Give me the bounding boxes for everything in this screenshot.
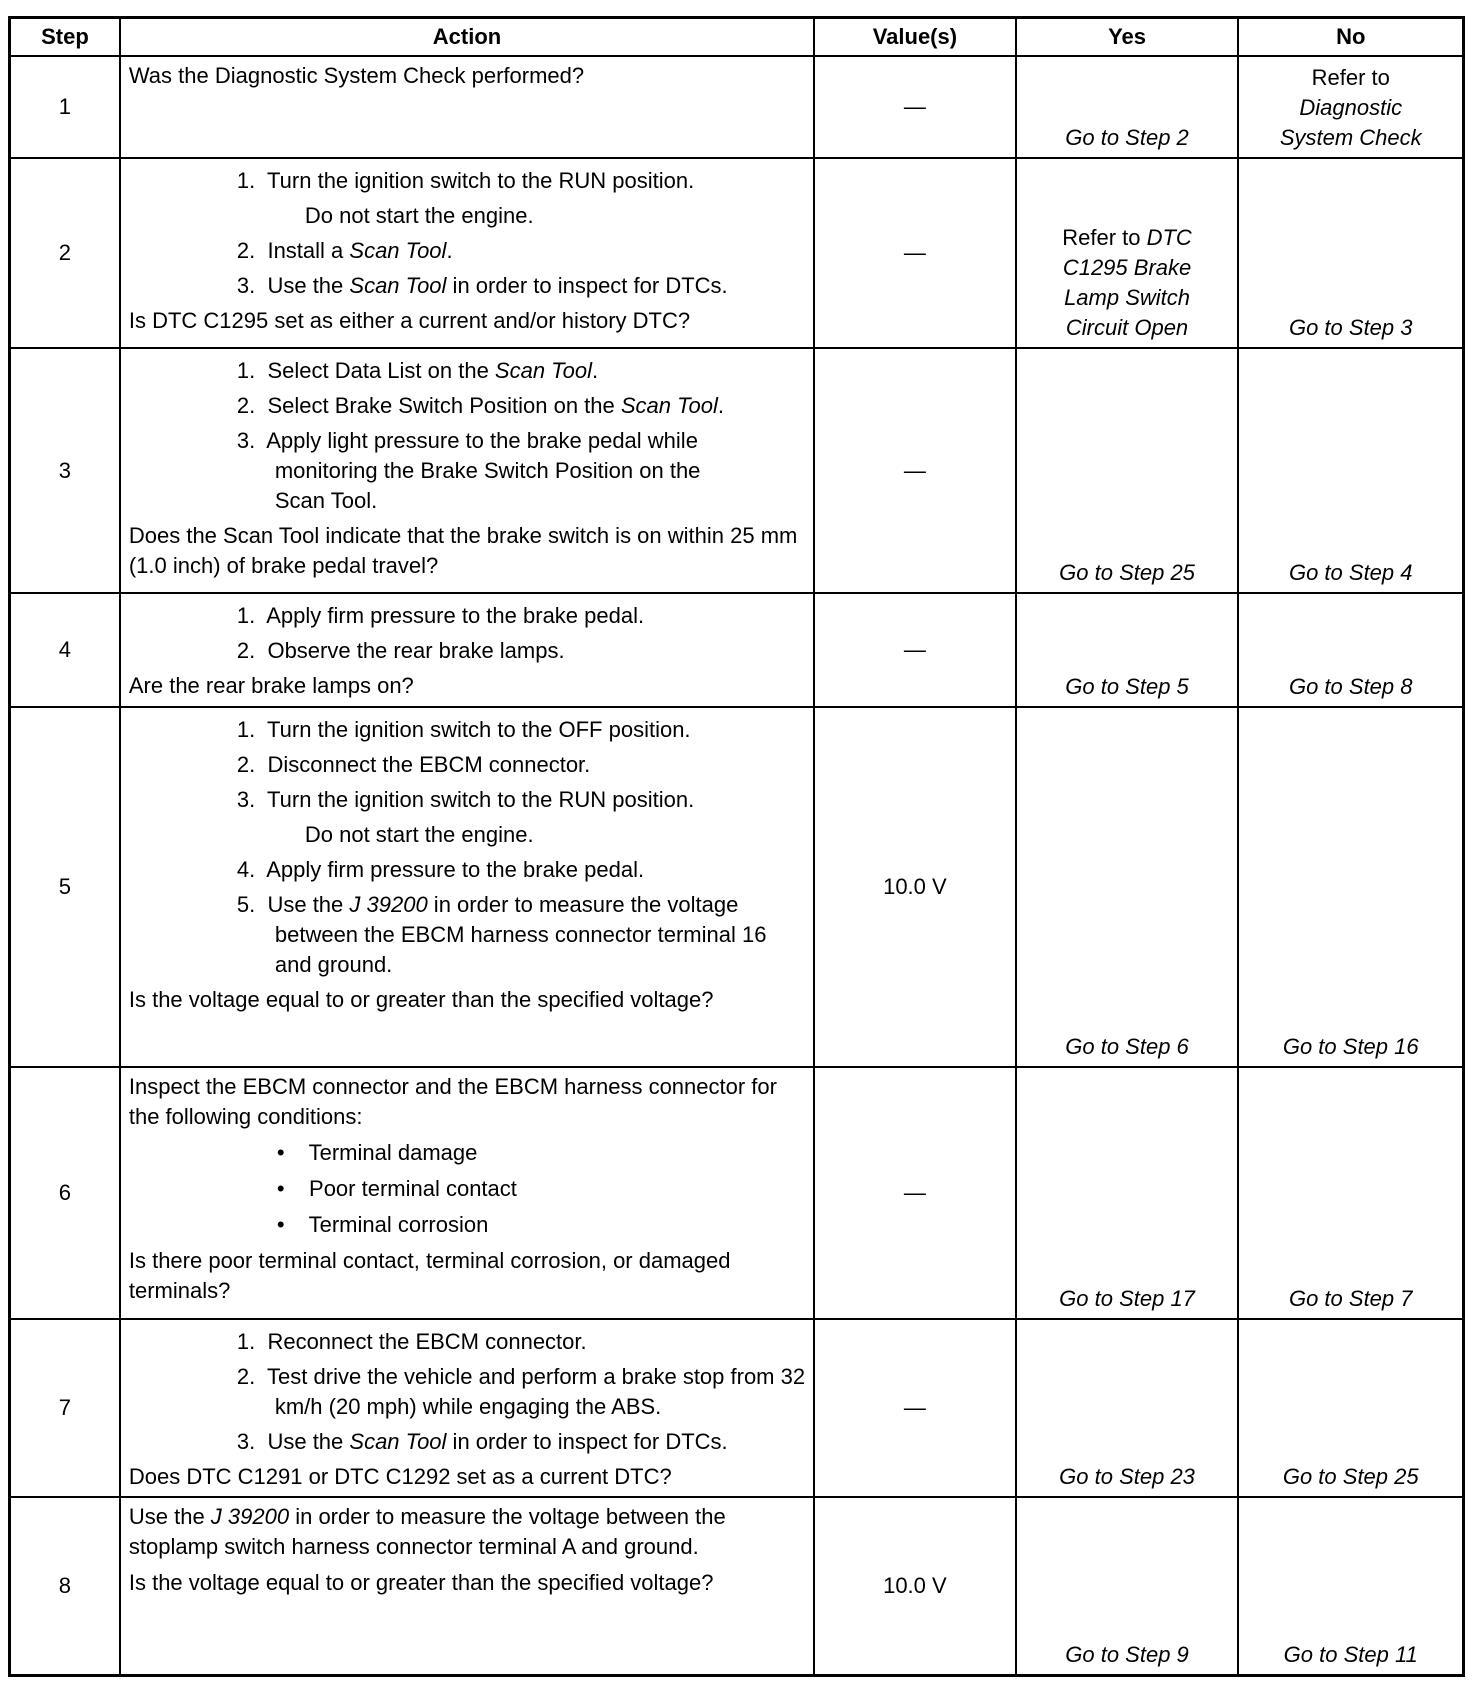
yes-cell: Go to Step 9 — [1016, 1497, 1239, 1675]
action-item: 1. Select Data List on the Scan Tool. — [236, 358, 599, 383]
action-cell — [120, 1067, 814, 1319]
yes-line: Lamp Switch — [1064, 285, 1191, 310]
step-number: 6 — [10, 1067, 120, 1319]
value-cell: — — [814, 56, 1015, 158]
question-text: Is the voltage equal to or greater than the specified voltage? — [128, 987, 714, 1012]
yes-line: DTC — [1146, 225, 1192, 250]
value-cell: 10.0 V — [814, 1497, 1015, 1675]
bullet-item: • Poor terminal contact — [276, 1176, 517, 1201]
action-item: 2. Install a Scan Tool. — [236, 238, 453, 263]
no-cell: Go to Step 8 — [1238, 593, 1463, 707]
header-yes: Yes — [1016, 18, 1239, 57]
step-number: 8 — [10, 1497, 120, 1675]
yes-cell: Go to Step 2 — [1016, 56, 1239, 158]
action-item: 5. Use the J 39200 in order to measure the voltage between the EBCM harness connector terminal 16 and ground. — [236, 892, 767, 977]
action-item: 3. Use the Scan Tool in order to inspect for DTCs. — [236, 273, 728, 298]
intro-text: Use the J 39200 in order to measure the voltage between the stoplamp switch harness connector terminal A and ground. — [128, 1504, 726, 1559]
action-cell — [120, 56, 814, 158]
question-text: Is DTC C1295 set as either a current and/or history DTC? — [128, 308, 691, 333]
table-row — [10, 158, 1464, 348]
table-row — [10, 348, 1464, 593]
no-cell: Go to Step 25 — [1238, 1319, 1463, 1497]
step-number: 7 — [10, 1319, 120, 1497]
value-cell: — — [814, 1319, 1015, 1497]
no-line: Diagnostic — [1299, 95, 1403, 120]
action-item: 2. Select Brake Switch Position on the Scan Tool. — [236, 393, 725, 418]
header-row — [10, 18, 1464, 57]
yes-cell: Go to Step 23 — [1016, 1319, 1239, 1497]
action-subnote: Do not start the engine. — [304, 203, 534, 228]
action-subnote: Do not start the engine. — [304, 822, 534, 847]
yes-line: C1295 Brake — [1062, 255, 1192, 280]
header-action: Action — [120, 18, 814, 57]
header-values: Value(s) — [814, 18, 1015, 57]
action-cell — [120, 158, 814, 348]
question-text: Does the Scan Tool indicate that the brake switch is on within 25 mm (1.0 inch) of brake pedal travel? — [128, 523, 798, 578]
yes-cell — [1016, 158, 1239, 348]
no-line: System Check — [1279, 125, 1422, 150]
action-item: 1. Apply firm pressure to the brake pedal. — [236, 603, 645, 628]
question-text: Is there poor terminal contact, terminal corrosion, or damaged terminals? — [128, 1248, 731, 1303]
table-row — [10, 1319, 1464, 1497]
table-row — [10, 56, 1464, 158]
header-step: Step — [10, 18, 120, 57]
table-row — [10, 1067, 1464, 1319]
value-cell: 10.0 V — [814, 707, 1015, 1067]
action-cell — [120, 348, 814, 593]
question-text: Is the voltage equal to or greater than the specified voltage? — [128, 1570, 714, 1595]
diagnostic-table — [8, 16, 1465, 1677]
no-cell: Go to Step 7 — [1238, 1067, 1463, 1319]
intro-text: Inspect the EBCM connector and the EBCM harness connector for the following conditions: — [128, 1074, 777, 1129]
no-line: Refer to — [1311, 65, 1390, 90]
action-item: 2. Disconnect the EBCM connector. — [236, 752, 591, 777]
step-number: 2 — [10, 158, 120, 348]
bullet-item: • Terminal corrosion — [276, 1212, 489, 1237]
action-item: 3. Apply light pressure to the brake pedal while monitoring the Brake Switch Position on the Scan Tool. — [236, 428, 701, 513]
action-item: 4. Apply firm pressure to the brake pedal. — [236, 857, 645, 882]
action-item: 3. Use the Scan Tool in order to inspect for DTCs. — [236, 1429, 728, 1454]
no-cell: Go to Step 11 — [1238, 1497, 1463, 1675]
action-item: 2. Test drive the vehicle and perform a brake stop from 32 km/h (20 mph) while engaging the ABS. — [236, 1364, 806, 1419]
step-number: 3 — [10, 348, 120, 593]
value-cell: — — [814, 158, 1015, 348]
action-item: 1. Turn the ignition switch to the RUN position. — [236, 168, 695, 193]
action-item: 2. Observe the rear brake lamps. — [236, 638, 565, 663]
action-cell — [120, 707, 814, 1067]
value-cell: — — [814, 1067, 1015, 1319]
table-row — [10, 1497, 1464, 1675]
value-cell: — — [814, 593, 1015, 707]
bullet-item: • Terminal damage — [276, 1140, 478, 1165]
step-number: 5 — [10, 707, 120, 1067]
yes-prefix: Refer to — [1062, 225, 1147, 250]
no-cell: Go to Step 16 — [1238, 707, 1463, 1067]
yes-line: Circuit Open — [1065, 315, 1189, 340]
yes-cell: Go to Step 25 — [1016, 348, 1239, 593]
value-cell: — — [814, 348, 1015, 593]
yes-cell: Go to Step 5 — [1016, 593, 1239, 707]
yes-cell: Go to Step 17 — [1016, 1067, 1239, 1319]
action-item: 1. Turn the ignition switch to the OFF position. — [236, 717, 691, 742]
action-item: 1. Reconnect the EBCM connector. — [236, 1329, 587, 1354]
step-number: 4 — [10, 593, 120, 707]
action-cell — [120, 1319, 814, 1497]
table-row — [10, 707, 1464, 1067]
action-cell — [120, 593, 814, 707]
action-cell — [120, 1497, 814, 1675]
header-no: No — [1238, 18, 1463, 57]
yes-cell: Go to Step 6 — [1016, 707, 1239, 1067]
no-cell: Go to Step 4 — [1238, 348, 1463, 593]
question-text: Was the Diagnostic System Check performed? — [128, 63, 585, 88]
no-cell: Go to Step 3 — [1238, 158, 1463, 348]
question-text: Does DTC C1291 or DTC C1292 set as a current DTC? — [128, 1464, 672, 1489]
no-cell — [1238, 56, 1463, 158]
question-text: Are the rear brake lamps on? — [128, 673, 414, 698]
table-row — [10, 593, 1464, 707]
step-number: 1 — [10, 56, 120, 158]
action-item: 3. Turn the ignition switch to the RUN position. — [236, 787, 695, 812]
